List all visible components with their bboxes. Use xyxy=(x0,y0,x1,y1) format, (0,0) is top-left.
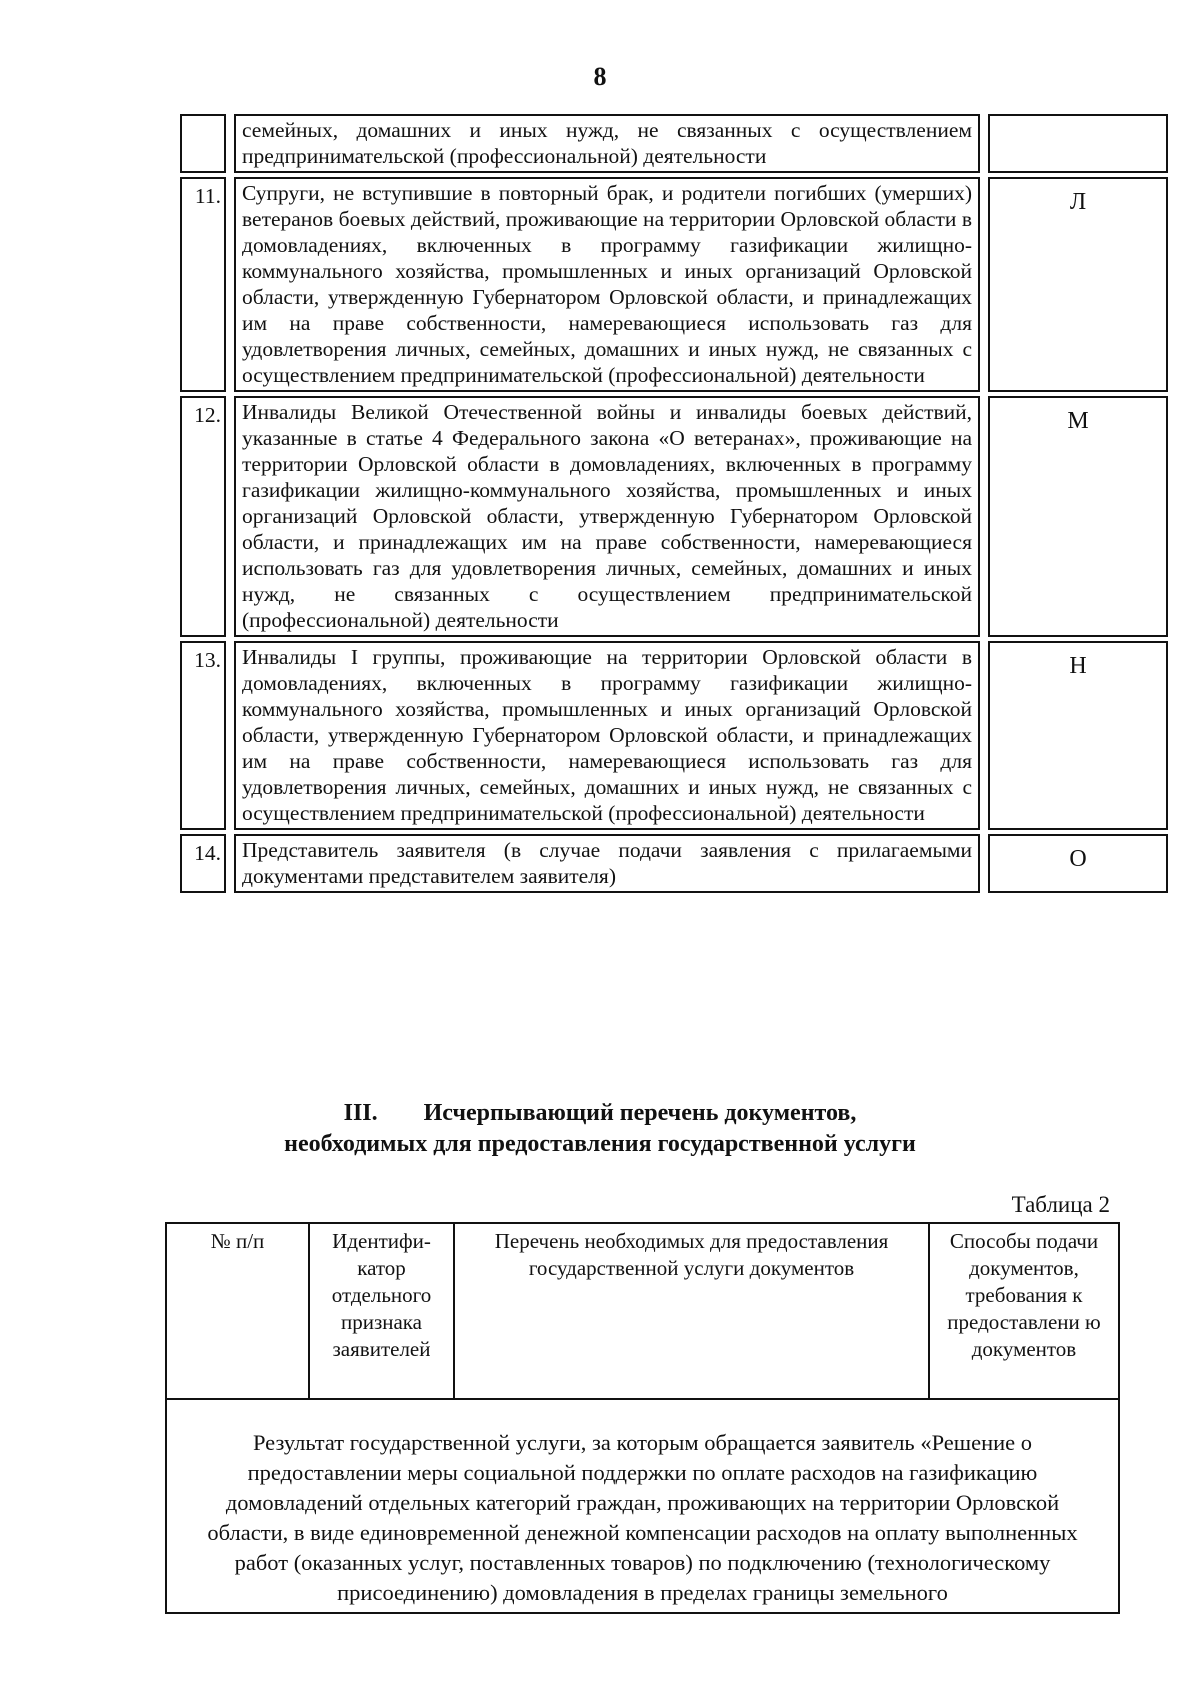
row-description: Инвалиды I группы, проживающие на территории Орловской области в домовладениях, включенных в программу газификации жилищно-коммунального хозяйства, промышленных и иных организаций Орловской области, утвержденную Губернатором Орловской области, и принадлежащих им на праве собственности, намеревающиеся использовать газ для удовлетворения личных, семейных, домашних и иных нужд, не связанных с осуществлением предпринимательской (профессиональной) деятельности xyxy=(234,641,980,830)
row-description: Представитель заявителя (в случае подачи заявления с прилагаемыми документами представителем заявителя) xyxy=(234,834,980,893)
service-result-row: Результат государственной услуги, за которым обращается заявитель «Решение о предоставлении меры социальной поддержки по оплате расходов на газификацию домовладений отдельных категорий граждан, проживающих на территории Орловской области, в виде единовременной денежной компенсации расходов на оплату выполненных работ (оказанных услуг, поставленных товаров) по подключению (технологическому присоединению) домовладения в пределах границы земельного xyxy=(207,1430,1078,1605)
applicant-categories-table xyxy=(180,114,1172,897)
section-title-1: Исчерпывающий перечень документов, xyxy=(423,1100,857,1126)
row-code: О xyxy=(988,834,1168,893)
documents-table xyxy=(165,1222,1120,1614)
row-code: Л xyxy=(988,177,1168,392)
row-code: М xyxy=(988,396,1168,637)
page-number: 8 xyxy=(593,62,607,91)
row-code xyxy=(988,114,1168,173)
table-row xyxy=(180,834,1172,893)
section-heading-line-1 xyxy=(0,1098,1200,1129)
row-number: 11. xyxy=(180,177,226,392)
table-row xyxy=(180,396,1172,637)
table-caption: Таблица 2 xyxy=(1011,1192,1110,1217)
row-description: Супруги, не вступившие в повторный брак, и родители погибших (умерших) ветеранов боевых действий, проживающие на территории Орловской области в домовладениях, включенных в программу газификации жилищно-коммунального хозяйства, промышленных и иных организаций Орловской области, утвержденную Губернатором Орловской области, и принадлежащих им на праве собственности, намеревающиеся использовать газ для удовлетворения личных, семейных, домашних и иных нужд, не связанных с осуществлением предпринимательской (профессиональной) деятельности xyxy=(234,177,980,392)
table-row xyxy=(180,641,1172,830)
column-header-identifier: Идентифи-катор отдельного признака заявителей xyxy=(310,1224,455,1398)
table-header-row xyxy=(167,1224,1118,1400)
column-header-submission-methods: Способы подачи документов, требования к предоставлени ю документов xyxy=(947,1229,1101,1361)
row-number: 13. xyxy=(180,641,226,830)
column-header-documents: Перечень необходимых для предоставления государственной услуги документов xyxy=(455,1224,930,1398)
section-heading xyxy=(0,1098,1200,1160)
row-number: 14. xyxy=(180,834,226,893)
row-description: семейных, домашних и иных нужд, не связанных с осуществлением предпринимательской (профессиональной) деятельности xyxy=(234,114,980,173)
row-number xyxy=(180,114,226,173)
row-number: 12. xyxy=(180,396,226,637)
column-header-number: № п/п xyxy=(167,1224,310,1398)
section-number: III. xyxy=(343,1100,378,1126)
table-row xyxy=(180,114,1172,173)
row-code: Н xyxy=(988,641,1168,830)
table-row xyxy=(180,177,1172,392)
row-description: Инвалиды Великой Отечественной войны и инвалиды боевых действий, указанные в статье 4 Федерального закона «О ветеранах», проживающие на территории Орловской области в домовладениях, включенных в программу газификации жилищно-коммунального хозяйства, промышленных и иных организаций Орловской области, утвержденную Губернатором Орловской области, и принадлежащих им на праве собственности, намеревающиеся использовать газ для удовлетворения личных, семейных, домашних и иных нужд, не связанных с осуществлением предпринимательской (профессиональной) деятельности xyxy=(234,396,980,637)
section-title-2: необходимых для предоставления государственной услуги xyxy=(284,1131,916,1157)
